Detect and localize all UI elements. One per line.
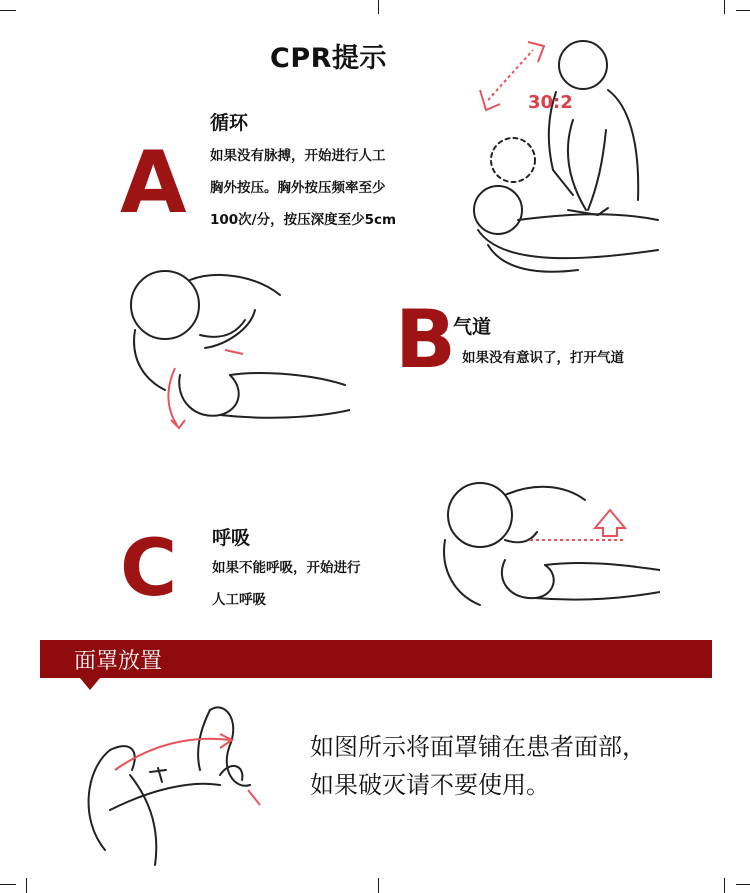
mask-line-2: 如果破灭请不要使用。: [310, 771, 550, 799]
illustration-mask-placement: [70, 690, 290, 870]
section-c-letter: C: [120, 524, 178, 614]
mask-placement-drawing: [70, 690, 290, 870]
mask-line-1: 如图所示将面罩铺在患者面部，: [310, 733, 646, 761]
section-b-letter: B: [395, 293, 456, 386]
crop-mark-left-top: [0, 10, 16, 11]
section-c-text: [212, 552, 412, 616]
crop-mark-right-top: [736, 10, 750, 11]
section-a-letter: A: [120, 133, 187, 233]
illustration-rescue-breathing: [425, 470, 660, 620]
section-b-line-1: 如果没有意识了，打开气道: [462, 350, 624, 366]
open-airway-drawing: [105, 250, 350, 445]
section-a-line-1: 如果没有脉搏，开始进行人工: [210, 148, 386, 164]
section-b-text: [462, 342, 712, 374]
page-title: CPR提示: [270, 43, 387, 74]
crop-mark-top-left: [378, 0, 379, 14]
chest-compressions-drawing: [458, 20, 660, 275]
rescue-breathing-drawing: [425, 470, 660, 620]
banner-label: 面罩放置: [74, 649, 163, 674]
section-a-line-2: 胸外按压。胸外按压频率至少: [210, 180, 386, 196]
mask-instructions: [310, 728, 710, 804]
crop-mark-bottom-left: [0, 884, 16, 885]
section-a-line-3: 100次/分，按压深度至少5cm: [210, 212, 397, 228]
section-c-line-1: 如果不能呼吸，开始进行: [212, 560, 361, 576]
compression-ratio-label: 30:2: [528, 92, 573, 113]
crop-mark-bottom-center: [378, 878, 379, 893]
mask-placement-banner: [40, 640, 712, 678]
section-a-text: [210, 140, 450, 236]
section-c-heading: 呼吸: [212, 527, 251, 549]
section-c-line-2: 人工呼吸: [212, 592, 266, 608]
crop-mark-bottom-right: [736, 884, 750, 885]
crop-mark-bottom-right-v: [724, 878, 725, 893]
section-a-heading: 循环: [210, 112, 249, 134]
section-b-heading: 气道: [453, 316, 492, 338]
illustration-open-airway: [105, 250, 350, 445]
illustration-chest-compressions: [458, 20, 660, 275]
banner-pointer-icon: [80, 678, 100, 690]
crop-mark-top-right: [724, 0, 725, 14]
crop-mark-bottom-left-v: [26, 878, 27, 893]
